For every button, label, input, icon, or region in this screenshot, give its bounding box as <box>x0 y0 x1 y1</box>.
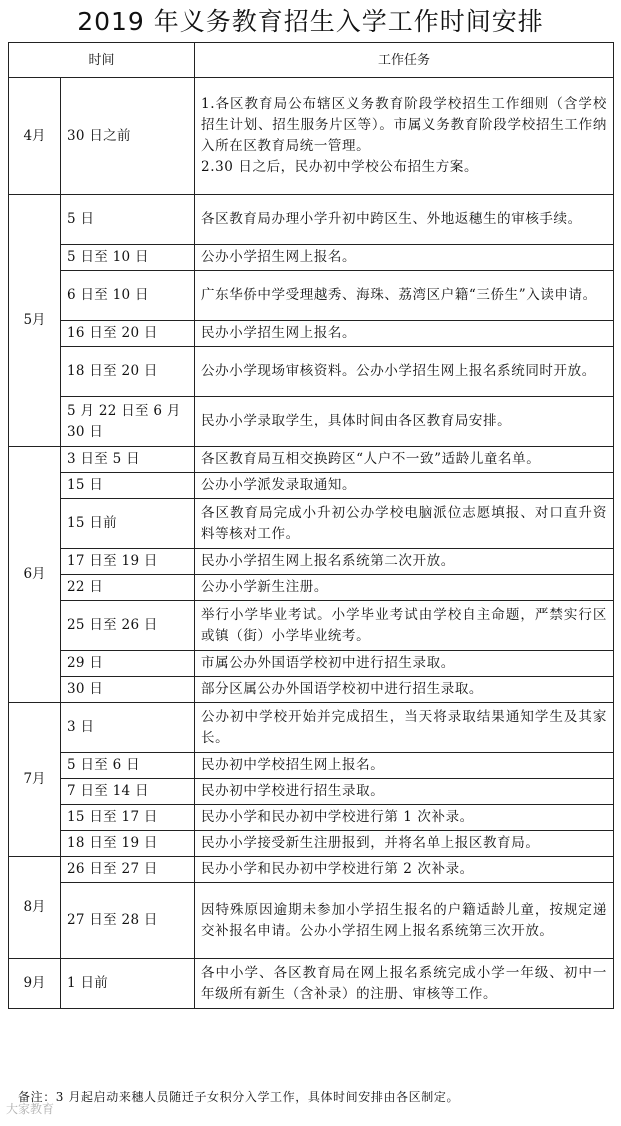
date-cell: 15 日至 17 日 <box>61 805 195 831</box>
table-row <box>9 831 614 857</box>
task-cell <box>195 447 614 473</box>
date-cell: 3 日至 5 日 <box>61 447 195 473</box>
task-cell <box>195 271 614 321</box>
date-cell: 17 日至 19 日 <box>61 549 195 575</box>
task-text: 2.30 日之后，民办初中学校公布招生方案。 <box>201 159 479 175</box>
task-cell <box>195 397 614 447</box>
task-cell <box>195 575 614 601</box>
date-cell: 5 日至 6 日 <box>61 753 195 779</box>
table-row <box>9 959 614 1009</box>
task-cell <box>195 753 614 779</box>
table-row <box>9 651 614 677</box>
task-cell <box>195 651 614 677</box>
task-text: 公办小学新生注册。 <box>201 579 328 595</box>
date-cell: 30 日 <box>61 677 195 703</box>
task-cell <box>195 857 614 883</box>
task-text: 民办小学录取学生，具体时间由各区教育局安排。 <box>201 413 512 429</box>
task-text: 民办小学和民办初中学校进行第 1 次补录。 <box>201 809 474 825</box>
date-cell: 5 月 22 日至 6 月 30 日 <box>61 397 195 447</box>
schedule-body <box>9 78 614 1009</box>
task-text: 公办初中学校开始并完成招生，当天将录取结果通知学生及其家长。 <box>201 708 608 746</box>
date-cell: 26 日至 27 日 <box>61 857 195 883</box>
task-text: 各区教育局互相交换跨区“人户不一致”适龄儿童名单。 <box>201 451 541 467</box>
table-row <box>9 703 614 753</box>
month-cell: 8月 <box>9 857 61 959</box>
date-cell: 3 日 <box>61 703 195 753</box>
month-cell: 6月 <box>9 447 61 703</box>
table-row <box>9 271 614 321</box>
month-cell: 5月 <box>9 195 61 447</box>
task-text: 民办小学招生网上报名系统第二次开放。 <box>201 553 455 569</box>
table-row <box>9 245 614 271</box>
task-cell <box>195 831 614 857</box>
task-text: 部分区属公办外国语学校初中进行招生录取。 <box>201 681 484 697</box>
task-cell <box>195 549 614 575</box>
date-cell: 15 日前 <box>61 499 195 549</box>
month-cell: 9月 <box>9 959 61 1009</box>
month-cell: 4月 <box>9 78 61 195</box>
task-text: 公办小学现场审核资料。公办小学招生网上报名系统同时开放。 <box>201 363 596 379</box>
date-cell: 25 日至 26 日 <box>61 601 195 651</box>
task-text: 民办初中学校招生网上报名。 <box>201 757 385 773</box>
table-row <box>9 195 614 245</box>
table-row <box>9 397 614 447</box>
task-text: 举行小学毕业考试。小学毕业考试由学校自主命题，严禁实行区或镇（街）小学毕业统考。 <box>201 606 608 644</box>
task-text: 民办初中学校进行招生录取。 <box>201 783 385 799</box>
date-cell: 1 日前 <box>61 959 195 1009</box>
table-row <box>9 549 614 575</box>
task-cell <box>195 601 614 651</box>
task-text: 各中小学、各区教育局在网上报名系统完成小学一年级、初中一年级所有新生（含补录）的注册、审核等工作。 <box>201 964 608 1002</box>
table-row <box>9 883 614 959</box>
header-task: 工作任务 <box>195 43 614 78</box>
table-row <box>9 805 614 831</box>
table-row <box>9 78 614 195</box>
task-cell <box>195 321 614 347</box>
task-text: 公办小学招生网上报名。 <box>201 249 357 265</box>
task-text: 民办小学和民办初中学校进行第 2 次补录。 <box>201 861 474 877</box>
date-cell: 5 日 <box>61 195 195 245</box>
date-cell: 15 日 <box>61 473 195 499</box>
task-cell <box>195 499 614 549</box>
task-text: 广东华侨中学受理越秀、海珠、荔湾区户籍“三侨生”入读申请。 <box>201 287 597 303</box>
date-cell: 5 日至 10 日 <box>61 245 195 271</box>
task-cell <box>195 677 614 703</box>
footnote: 备注：3 月起启动来穗人员随迁子女积分入学工作，具体时间安排由各区制定。 <box>18 1090 460 1104</box>
table-row <box>9 499 614 549</box>
date-cell: 18 日至 20 日 <box>61 347 195 397</box>
task-cell <box>195 779 614 805</box>
task-text: 各区教育局办理小学升初中跨区生、外地返穗生的审核手续。 <box>201 211 582 227</box>
task-cell <box>195 473 614 499</box>
date-cell: 6 日至 10 日 <box>61 271 195 321</box>
table-row <box>9 575 614 601</box>
task-cell <box>195 195 614 245</box>
table-row <box>9 779 614 805</box>
date-cell: 7 日至 14 日 <box>61 779 195 805</box>
task-cell <box>195 245 614 271</box>
task-text: 1.各区教育局公布辖区义务教育阶段学校招生工作细则（含学校招生计划、招生服务片区等）。市属义务教育阶段学校招生工作纳入所在区教育局统一管理。 <box>201 96 608 154</box>
date-cell: 27 日至 28 日 <box>61 883 195 959</box>
task-text: 市属公办外国语学校初中进行招生录取。 <box>201 655 455 671</box>
task-cell <box>195 959 614 1009</box>
date-cell: 30 日之前 <box>61 78 195 195</box>
date-cell: 16 日至 20 日 <box>61 321 195 347</box>
task-text: 各区教育局完成小升初公办学校电脑派位志愿填报、对口直升资料等核对工作。 <box>201 504 608 542</box>
task-cell <box>195 805 614 831</box>
header-time: 时间 <box>9 43 195 78</box>
month-cell: 7月 <box>9 703 61 857</box>
date-cell: 29 日 <box>61 651 195 677</box>
table-row <box>9 601 614 651</box>
table-row <box>9 447 614 473</box>
task-cell <box>195 347 614 397</box>
table-row <box>9 753 614 779</box>
task-text: 民办小学招生网上报名。 <box>201 325 357 341</box>
table-row <box>9 347 614 397</box>
table-row <box>9 473 614 499</box>
task-cell <box>195 883 614 959</box>
table-row <box>9 677 614 703</box>
table-header-row <box>9 43 614 78</box>
task-text: 民办小学接受新生注册报到，并将名单上报区教育局。 <box>201 835 540 851</box>
task-text: 因特殊原因逾期未参加小学招生报名的户籍适龄儿童，按规定递交补报名申请。公办小学招生网上报名系统第三次开放。 <box>201 901 608 939</box>
task-cell <box>195 703 614 753</box>
task-cell <box>195 78 614 195</box>
table-row <box>9 321 614 347</box>
date-cell: 22 日 <box>61 575 195 601</box>
table-row <box>9 857 614 883</box>
watermark: 大家教育 <box>6 1102 55 1116</box>
schedule-table <box>8 42 614 1009</box>
task-text: 公办小学派发录取通知。 <box>201 477 357 493</box>
page-title: 2019 年义务教育招生入学工作时间安排 <box>77 7 544 36</box>
date-cell: 18 日至 19 日 <box>61 831 195 857</box>
